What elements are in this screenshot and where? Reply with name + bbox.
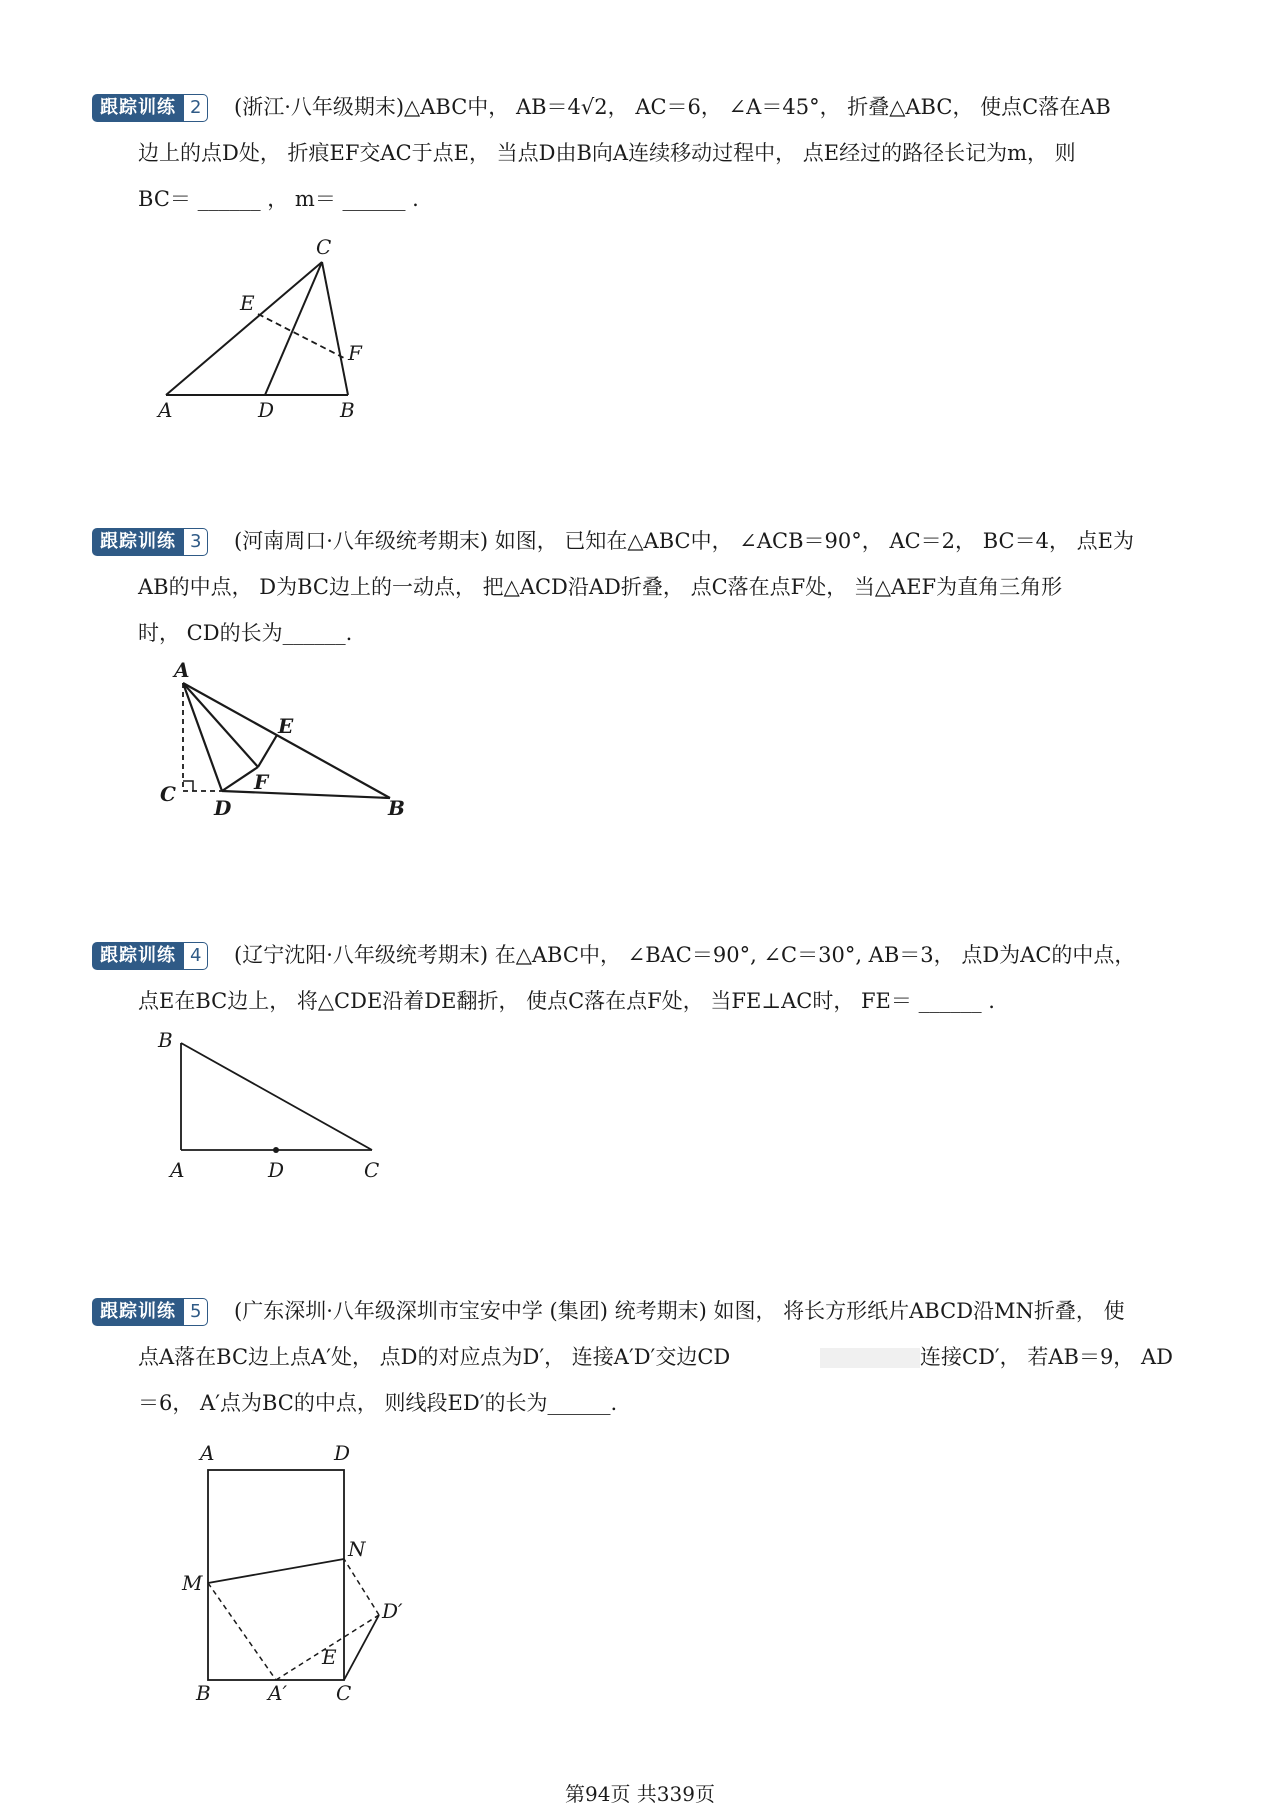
problem-tag (92, 528, 208, 556)
right-angle-mark (183, 781, 193, 791)
label-A: A (200, 1441, 215, 1465)
label-D: D (258, 398, 275, 422)
problem-text-line: AB的中点， D为BC边上的一动点， 把△ACD沿AD折叠， 点C落在点F处， 当△AEF为直角三角形 (138, 575, 1063, 599)
problem-text-line: BC＝ ______ ， m＝ ______ . (138, 187, 419, 211)
problem-text-line: 点E在BC边上， 将△CDE沿着DE翻折， 使点C落在点F处， 当FE⊥AC时， FE＝ ______ . (138, 989, 995, 1013)
fold-MN (208, 1559, 344, 1583)
segment-BC (322, 262, 348, 395)
tag-number: 4 (184, 942, 208, 970)
point-D (273, 1147, 279, 1153)
figure-rectangle-fold (170, 1440, 430, 1705)
tag-label: 跟踪训练 (92, 942, 184, 970)
segment-AB (183, 683, 390, 798)
tag-number: 2 (184, 94, 208, 122)
segment-DF (222, 767, 258, 791)
problem-text-line: (辽宁沈阳·八年级统考期末) 在△ABC中， ∠BAC＝90°, ∠C＝30°, AB＝3， 点D为AC的中点， (234, 943, 1136, 967)
segment-DB (222, 791, 390, 798)
segment-AC (166, 262, 322, 395)
figure-right-triangle-fold (150, 655, 420, 835)
label-C: C (336, 1681, 352, 1705)
label-C: C (364, 1158, 380, 1182)
problem-tag (92, 94, 208, 122)
label-C: C (160, 782, 176, 806)
segment-EF (258, 735, 277, 767)
watermark-smudge (820, 1348, 920, 1368)
tag-label: 跟踪训练 (92, 1298, 184, 1326)
fold-EF (258, 314, 344, 358)
label-B: B (388, 796, 405, 820)
segment-CD (265, 262, 322, 395)
label-A: A (158, 398, 173, 422)
label-A: A (174, 658, 190, 682)
label-F: F (254, 770, 269, 794)
folded-edge-D1N (344, 1559, 379, 1615)
label-D: D (214, 796, 232, 820)
segment-BC (181, 1043, 372, 1150)
label-D-prime: D′ (382, 1599, 403, 1623)
label-D: D (334, 1441, 351, 1465)
segment-AF (183, 683, 258, 767)
problem-text-line: 边上的点D处， 折痕EF交AC于点E， 当点D由B向A连续移动过程中， 点E经过的路径长记为m， 则 (138, 141, 1076, 165)
problem-text-line: 连接CD′， 若AB＝9， AD (920, 1345, 1173, 1369)
problem-tag (92, 942, 208, 970)
label-F: F (348, 341, 362, 365)
tag-number: 5 (184, 1298, 208, 1326)
segment-AD (183, 683, 222, 791)
label-D: D (268, 1158, 285, 1182)
problem-text-line: (河南周口·八年级统考期末) 如图， 已知在△ABC中， ∠ACB＝90°， AC＝2， BC＝4， 点E为 (234, 529, 1134, 553)
segment-CD1 (344, 1615, 379, 1680)
problem-text-line: 时， CD的长为______. (138, 621, 353, 645)
problem-text-line: (广东深圳·八年级深圳市宝安中学 (集团) 统考期末) 如图， 将长方形纸片ABCD沿MN折叠， 使 (234, 1299, 1125, 1323)
problem-text-line: (浙江·八年级期末)△ABC中， AB＝4√2， AC＝6， ∠A＝45°， 折叠△ABC， 使点C落在AB (234, 95, 1111, 119)
label-E: E (278, 714, 294, 738)
label-B: B (340, 398, 355, 422)
label-B: B (158, 1028, 173, 1052)
label-N: N (348, 1537, 366, 1561)
problem-text-line: ＝6， A′点为BC的中点， 则线段ED′的长为______. (138, 1391, 618, 1415)
figure-triangle-fold (150, 230, 390, 420)
label-C: C (316, 235, 332, 259)
label-E: E (240, 291, 255, 315)
label-A-prime: A′ (268, 1681, 287, 1705)
tag-number: 3 (184, 528, 208, 556)
label-M: M (182, 1571, 203, 1595)
folded-edge-MA1 (208, 1583, 276, 1680)
label-E: E (322, 1645, 337, 1669)
label-B: B (196, 1681, 211, 1705)
tag-label: 跟踪训练 (92, 94, 184, 122)
label-A: A (170, 1158, 185, 1182)
tag-label: 跟踪训练 (92, 528, 184, 556)
problem-text-line: 点A落在BC边上点A′处， 点D的对应点为D′， 连接A′D′交边CD (138, 1345, 731, 1369)
page-footer: 第94页 共339页 (565, 1782, 715, 1806)
figure-right-triangle (150, 1025, 400, 1185)
problem-tag (92, 1298, 208, 1326)
